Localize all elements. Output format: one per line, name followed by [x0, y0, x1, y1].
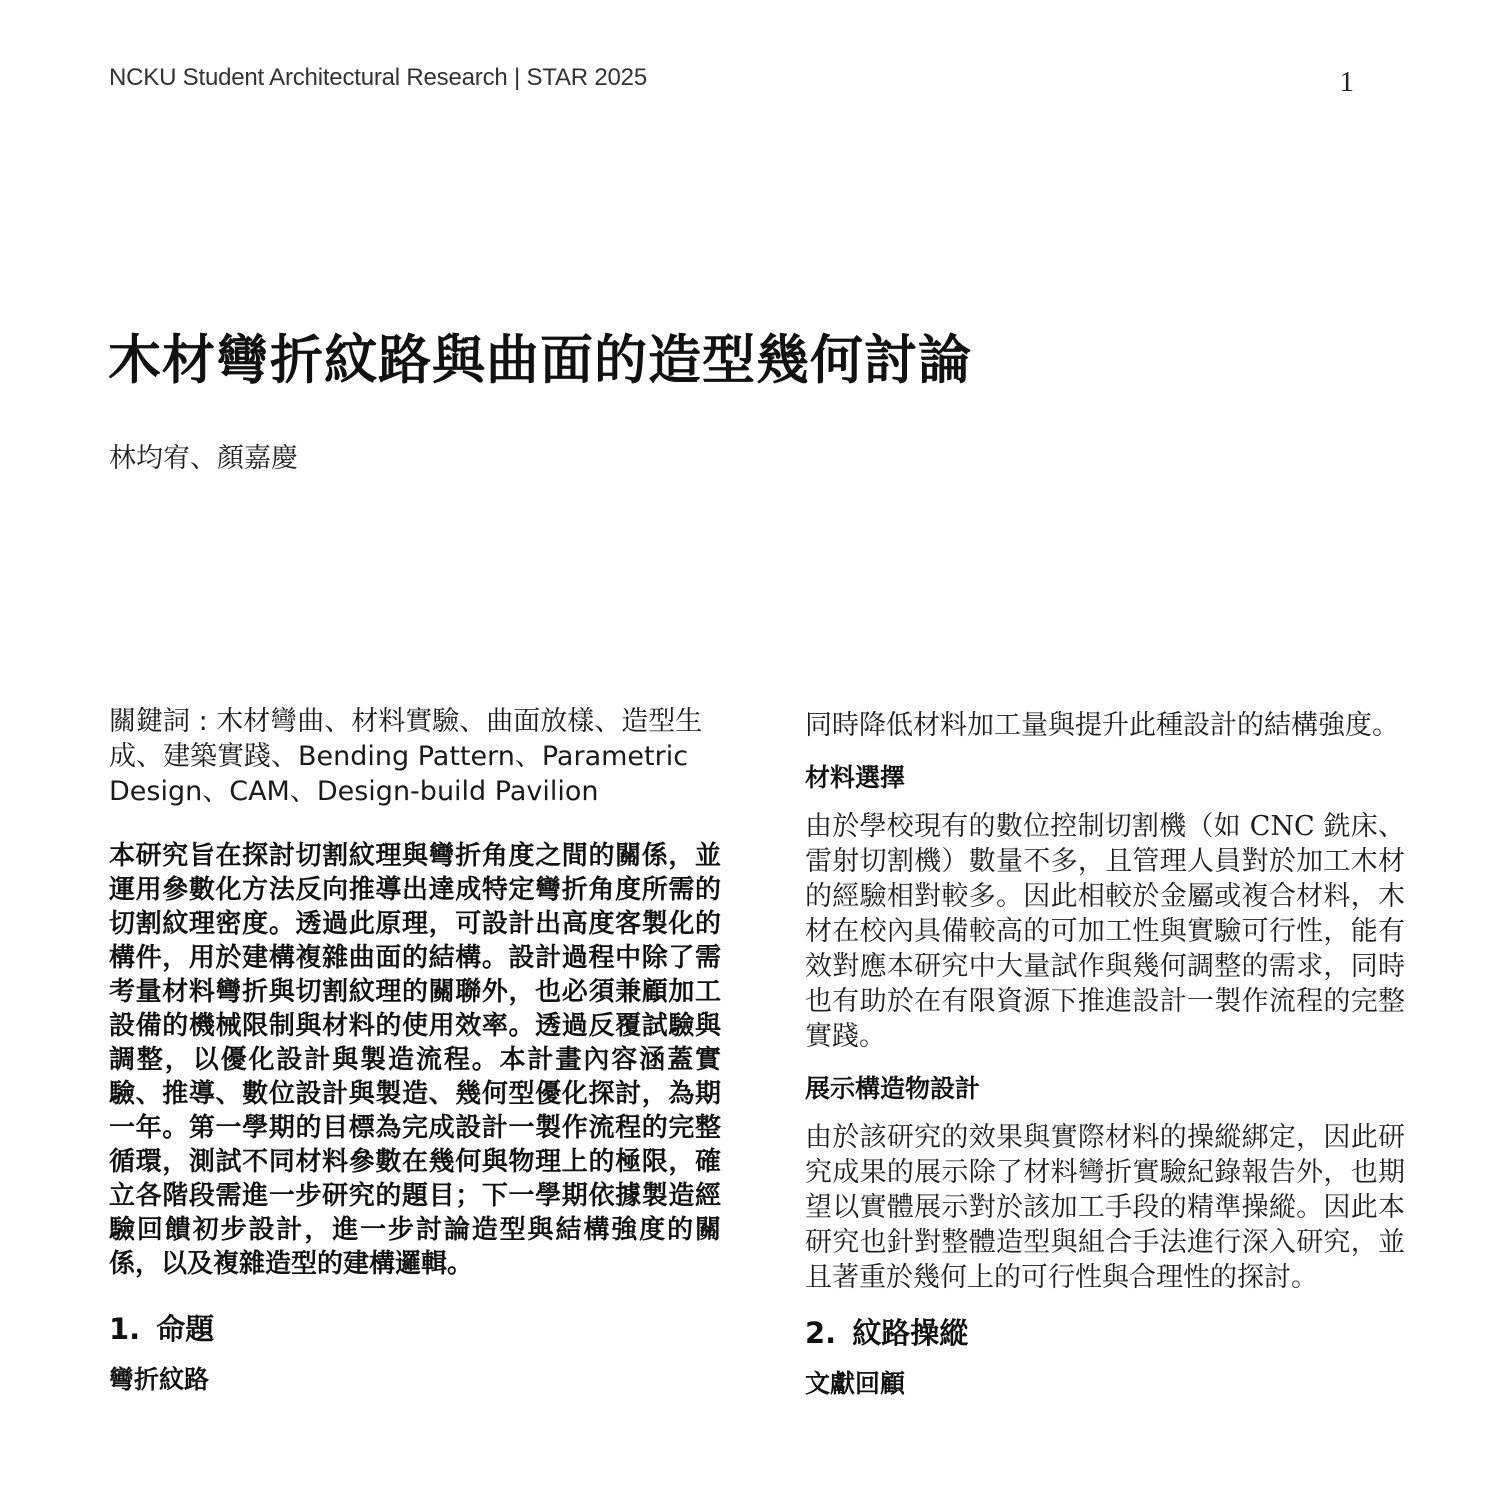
- right-column: [805, 704, 1405, 1415]
- section-2-heading: [805, 1313, 1405, 1353]
- pavilion-design-heading: 展示構造物設計: [805, 1074, 981, 1103]
- page-number: 1: [1339, 66, 1354, 98]
- paper-title: 木材彎折紋路與曲面的造型幾何討論: [108, 330, 972, 391]
- section-2-title: 紋路操縱: [852, 1316, 969, 1350]
- section-1-heading: [109, 1309, 721, 1349]
- abstract: 本研究旨在探討切割紋理與彎折角度之間的關係，並運用參數化方法反向推導出達成特定彎折角度所需的切割紋理密度。透過此原理，可設計出高度客製化的構件，用於建構複雜曲面的結構。設計過程中除了需考量材料彎折與切割紋理的關聯外，也必須兼顧加工設備的機械限制與材料的使用效率。透過反覆試驗與調整，以優化設計與製造流程。本計畫內容涵蓋實驗、推導、數位設計與製造、幾何型優化探討，為期一年。第一學期的目標為完成設計一製作流程的完整循環，測試不同材料參數在幾何與物理上的極限，確立各階段需進一步研究的題目；下一學期依據製造經驗回饋初步設計，進一步討論造型與結構強度的關係，以及複雜造型的建構邏輯。: [109, 841, 721, 1279]
- material-selection-heading: 材料選擇: [805, 763, 906, 792]
- section-2-number: 2.: [805, 1316, 837, 1350]
- material-selection-text: 由於學校現有的數位控制切割機（如 CNC 銑床、雷射切割機）數量不多，且管理人員對於加工木材的經驗相對較多。因此相較於金屬或複合材料，木材在校內具備較高的可加工性與實驗可行性，能有效對應本研究中大量試作與幾何調整的需求，同時也有助於在有限資源下推進設計一製作流程的完整實踐。: [805, 811, 1405, 1052]
- left-column: [109, 704, 721, 1411]
- running-header: NCKU Student Architectural Research | STAR 2025: [109, 64, 647, 91]
- section-1-number: 1.: [109, 1312, 141, 1346]
- literature-review-heading: 文獻回顧: [805, 1369, 906, 1398]
- section-1-subheading: 彎折紋路: [109, 1365, 210, 1394]
- continued-paragraph: 同時降低材料加工量與提升此種設計的結構強度。: [805, 710, 1399, 741]
- keywords: 關鍵詞 : 木材彎曲、材料實驗、曲面放樣、造型生成、建築實踐、Bending Pattern、Parametric Design、CAM、Design-build Pavilion: [109, 706, 703, 807]
- pavilion-design-text: 由於該研究的效果與實際材料的操縱綁定，因此研究成果的展示除了材料彎折實驗紀錄報告外，也期望以實體展示對於該加工手段的精準操縱。因此本研究也針對整體造型與組合手法進行深入研究，並且著重於幾何上的可行性與合理性的探討。: [805, 1122, 1405, 1293]
- paper-authors: 林均宥、顏嘉慶: [109, 443, 298, 474]
- section-1-title: 命題: [156, 1312, 215, 1346]
